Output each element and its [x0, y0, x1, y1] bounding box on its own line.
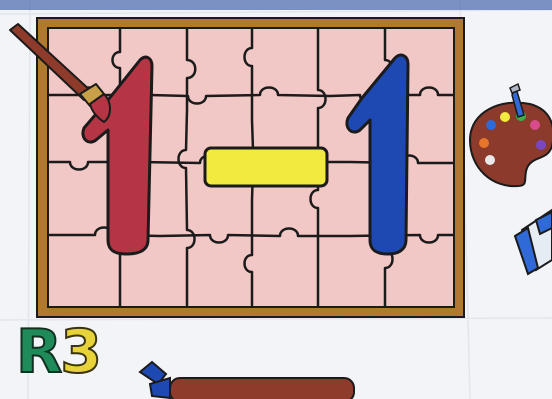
minus-sign: [205, 148, 327, 186]
banner-letter-r: R: [16, 317, 61, 387]
banner-digit-three: 3: [60, 317, 100, 387]
top-edge-shadow: [0, 0, 552, 10]
banner-label: [16, 317, 100, 387]
